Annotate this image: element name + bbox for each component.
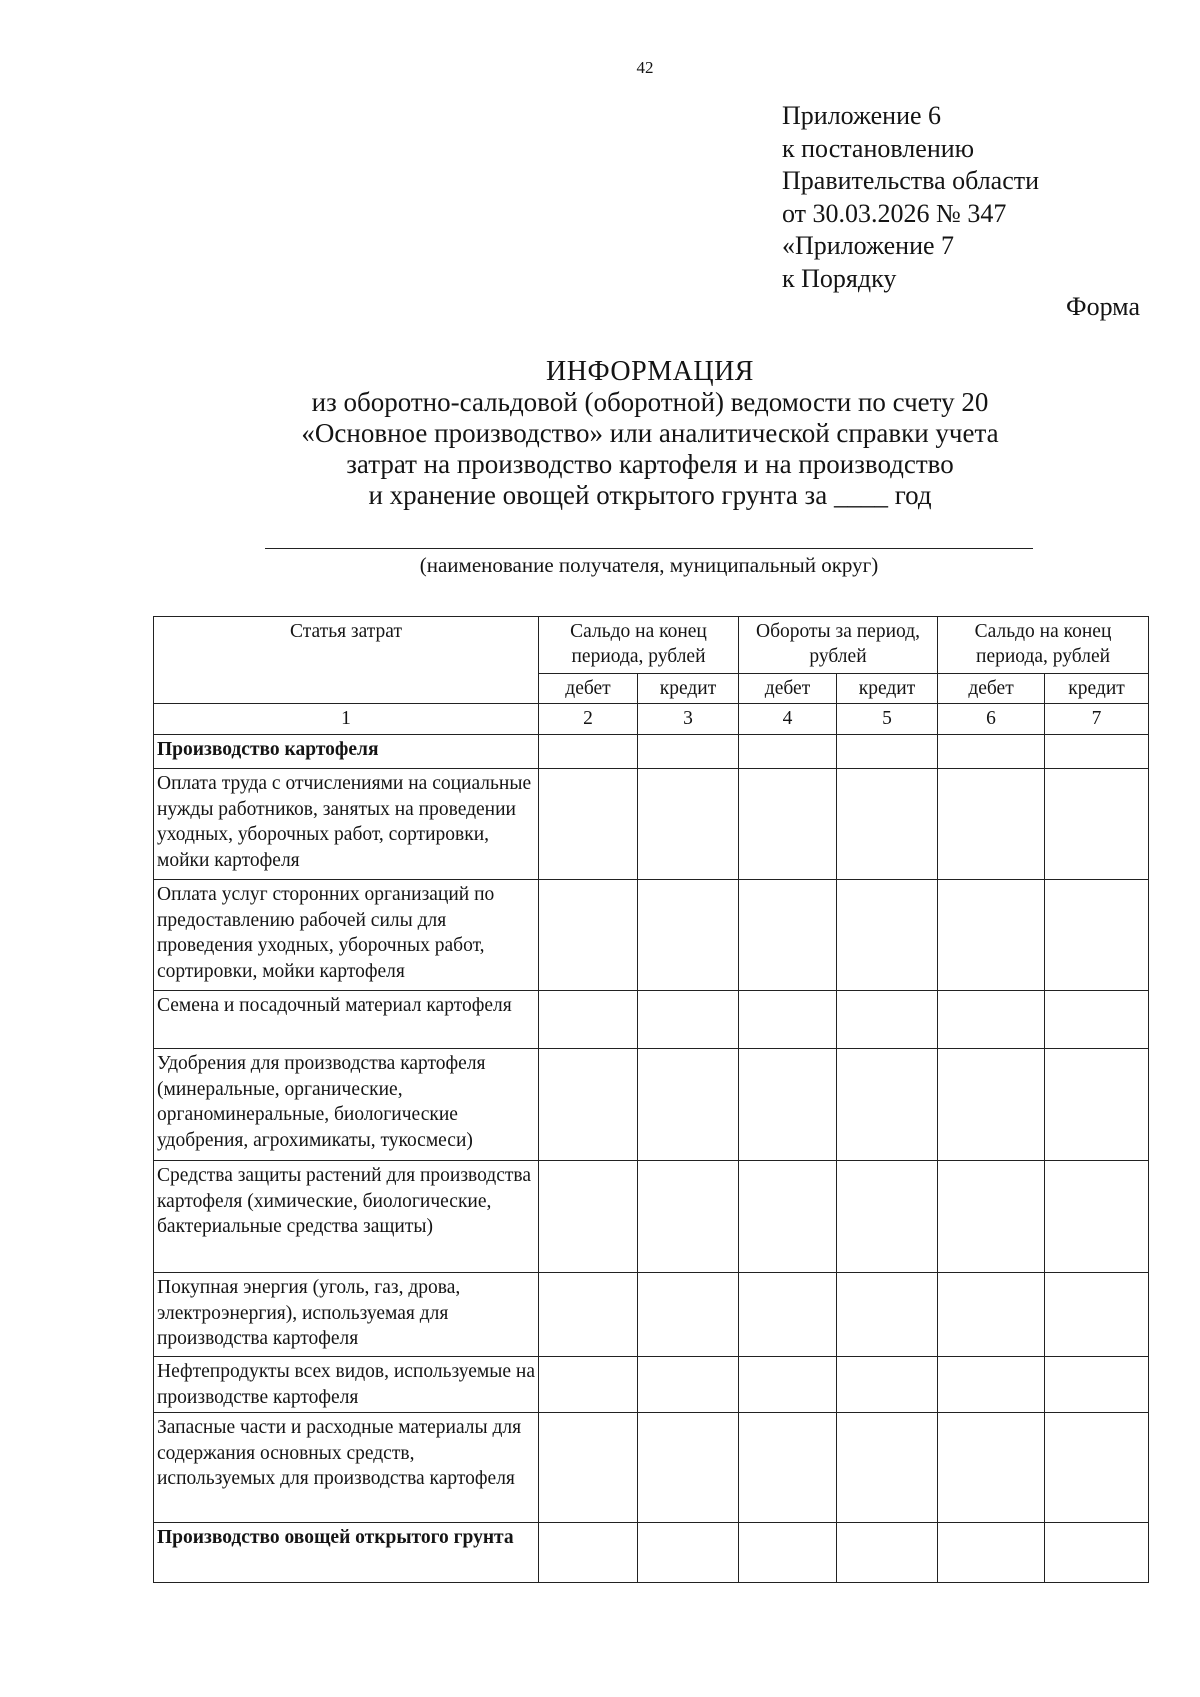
header-debit: дебет	[938, 674, 1045, 704]
value-cell[interactable]	[638, 1161, 739, 1273]
value-cell[interactable]	[837, 735, 938, 769]
form-label: Форма	[1066, 292, 1140, 321]
value-cell[interactable]	[1045, 1049, 1149, 1161]
header-debit: дебет	[539, 674, 638, 704]
value-cell[interactable]	[539, 769, 638, 880]
value-cell[interactable]	[938, 1049, 1045, 1161]
value-cell[interactable]	[539, 1357, 638, 1413]
appendix-line: «Приложение 7	[782, 231, 955, 260]
value-cell[interactable]	[739, 991, 837, 1049]
value-cell[interactable]	[739, 1357, 837, 1413]
table-row	[154, 1523, 1149, 1583]
header-credit: кредит	[638, 674, 739, 704]
appendix-line: к Порядку	[782, 263, 897, 293]
value-cell[interactable]	[739, 1523, 837, 1583]
value-cell[interactable]	[539, 991, 638, 1049]
header-cost-item: Статья затрат	[154, 617, 539, 704]
recipient-caption: (наименование получателя, муниципальный округ)	[419, 553, 879, 577]
value-cell[interactable]	[638, 769, 739, 880]
value-cell[interactable]	[837, 880, 938, 991]
value-cell[interactable]	[1045, 1161, 1149, 1273]
value-cell[interactable]	[938, 991, 1045, 1049]
value-cell[interactable]	[539, 735, 638, 769]
value-cell[interactable]	[938, 769, 1045, 880]
value-cell[interactable]	[1045, 880, 1149, 991]
column-number: 2	[539, 704, 638, 735]
header-closing-balance: Сальдо на конец периода, рублей	[938, 617, 1149, 674]
value-cell[interactable]	[938, 1413, 1045, 1523]
recipient-fill-line	[265, 548, 1033, 549]
document-heading	[0, 356, 1200, 511]
appendix-reference	[782, 100, 1039, 295]
value-cell[interactable]	[638, 991, 739, 1049]
cost-table	[153, 616, 1149, 1583]
header-turnover: Обороты за период, рублей	[739, 617, 938, 674]
column-number: 1	[154, 704, 539, 735]
value-cell[interactable]	[739, 1413, 837, 1523]
column-number: 4	[739, 704, 837, 735]
table-row	[154, 769, 1149, 880]
value-cell[interactable]	[837, 991, 938, 1049]
row-label: Производство картофеля	[154, 735, 539, 769]
appendix-line: Приложение 6	[782, 101, 942, 130]
value-cell[interactable]	[1045, 991, 1149, 1049]
value-cell[interactable]	[837, 1413, 938, 1523]
value-cell[interactable]	[837, 1161, 938, 1273]
value-cell[interactable]	[938, 1523, 1045, 1583]
column-number: 3	[638, 704, 739, 735]
table-row	[154, 1273, 1149, 1357]
header-credit: кредит	[1045, 674, 1149, 704]
heading-line: и хранение овощей открытого грунта за ____ год	[368, 480, 932, 510]
row-label: Оплата труда с отчислениями на социальные нужды работников, занятых на проведении уходных, уборочных работ, сортировки, мойки картофеля	[154, 769, 539, 880]
value-cell[interactable]	[739, 769, 837, 880]
value-cell[interactable]	[1045, 1357, 1149, 1413]
row-label: Производство овощей открытого грунта	[154, 1523, 539, 1583]
value-cell[interactable]	[539, 1049, 638, 1161]
value-cell[interactable]	[1045, 735, 1149, 769]
row-label: Покупная энергия (уголь, газ, дрова, электроэнергия), используемая для производства картофеля	[154, 1273, 539, 1357]
value-cell[interactable]	[938, 735, 1045, 769]
value-cell[interactable]	[739, 1049, 837, 1161]
value-cell[interactable]	[1045, 1413, 1149, 1523]
value-cell[interactable]	[739, 1161, 837, 1273]
row-label: Запасные части и расходные материалы для содержания основных средств, используемых для производства картофеля	[154, 1413, 539, 1523]
value-cell[interactable]	[739, 880, 837, 991]
value-cell[interactable]	[837, 1049, 938, 1161]
value-cell[interactable]	[539, 1273, 638, 1357]
row-label: Удобрения для производства картофеля (минеральные, органические, органоминеральные, биологические удобрения, агрохимикаты, тукосмеси)	[154, 1049, 539, 1161]
value-cell[interactable]	[837, 1357, 938, 1413]
row-label: Семена и посадочный материал картофеля	[154, 991, 539, 1049]
value-cell[interactable]	[638, 1357, 739, 1413]
value-cell[interactable]	[638, 735, 739, 769]
document-title: ИНФОРМАЦИЯ	[546, 356, 754, 387]
value-cell[interactable]	[539, 1523, 638, 1583]
value-cell[interactable]	[539, 880, 638, 991]
table-row	[154, 1049, 1149, 1161]
table-row	[154, 735, 1149, 769]
table-row	[154, 1413, 1149, 1523]
appendix-line: Правительства области	[782, 166, 1040, 195]
value-cell[interactable]	[938, 880, 1045, 991]
column-number: 6	[938, 704, 1045, 735]
heading-line: затрат на производство картофеля и на производство	[346, 449, 954, 479]
appendix-line: от 30.03.2026 № 347	[782, 198, 1007, 228]
appendix-line: к постановлению	[782, 133, 975, 163]
table-row	[154, 1357, 1149, 1413]
header-debit: дебет	[739, 674, 837, 704]
row-label: Нефтепродукты всех видов, используемые на производстве картофеля	[154, 1357, 539, 1413]
table-row	[154, 991, 1149, 1049]
column-number: 7	[1045, 704, 1149, 735]
value-cell[interactable]	[638, 880, 739, 991]
value-cell[interactable]	[938, 1161, 1045, 1273]
value-cell[interactable]	[539, 1413, 638, 1523]
value-cell[interactable]	[837, 769, 938, 880]
value-cell[interactable]	[1045, 1523, 1149, 1583]
value-cell[interactable]	[938, 1357, 1045, 1413]
value-cell[interactable]	[638, 1523, 739, 1583]
heading-line: «Основное производство» или аналитической справки учета	[301, 418, 999, 448]
value-cell[interactable]	[638, 1273, 739, 1357]
value-cell[interactable]	[638, 1413, 739, 1523]
page-number: 42	[636, 58, 654, 77]
value-cell[interactable]	[1045, 769, 1149, 880]
header-credit: кредит	[837, 674, 938, 704]
row-label: Средства защиты растений для производства картофеля (химические, биологические, бактериальные средства защиты)	[154, 1161, 539, 1273]
value-cell[interactable]	[739, 1273, 837, 1357]
row-label: Оплата услуг сторонних организаций по предоставлению рабочей силы для проведения уходных, уборочных работ, сортировки, мойки картофеля	[154, 880, 539, 991]
value-cell[interactable]	[539, 1161, 638, 1273]
header-opening-balance: Сальдо на конец периода, рублей	[539, 617, 739, 674]
table-row	[154, 880, 1149, 991]
value-cell[interactable]	[1045, 1273, 1149, 1357]
table-row	[154, 1161, 1149, 1273]
value-cell[interactable]	[837, 1273, 938, 1357]
value-cell[interactable]	[938, 1273, 1045, 1357]
value-cell[interactable]	[837, 1523, 938, 1583]
column-number: 5	[837, 704, 938, 735]
value-cell[interactable]	[739, 735, 837, 769]
heading-line: из оборотно-сальдовой (оборотной) ведомости по счету 20	[311, 387, 989, 417]
value-cell[interactable]	[638, 1049, 739, 1161]
